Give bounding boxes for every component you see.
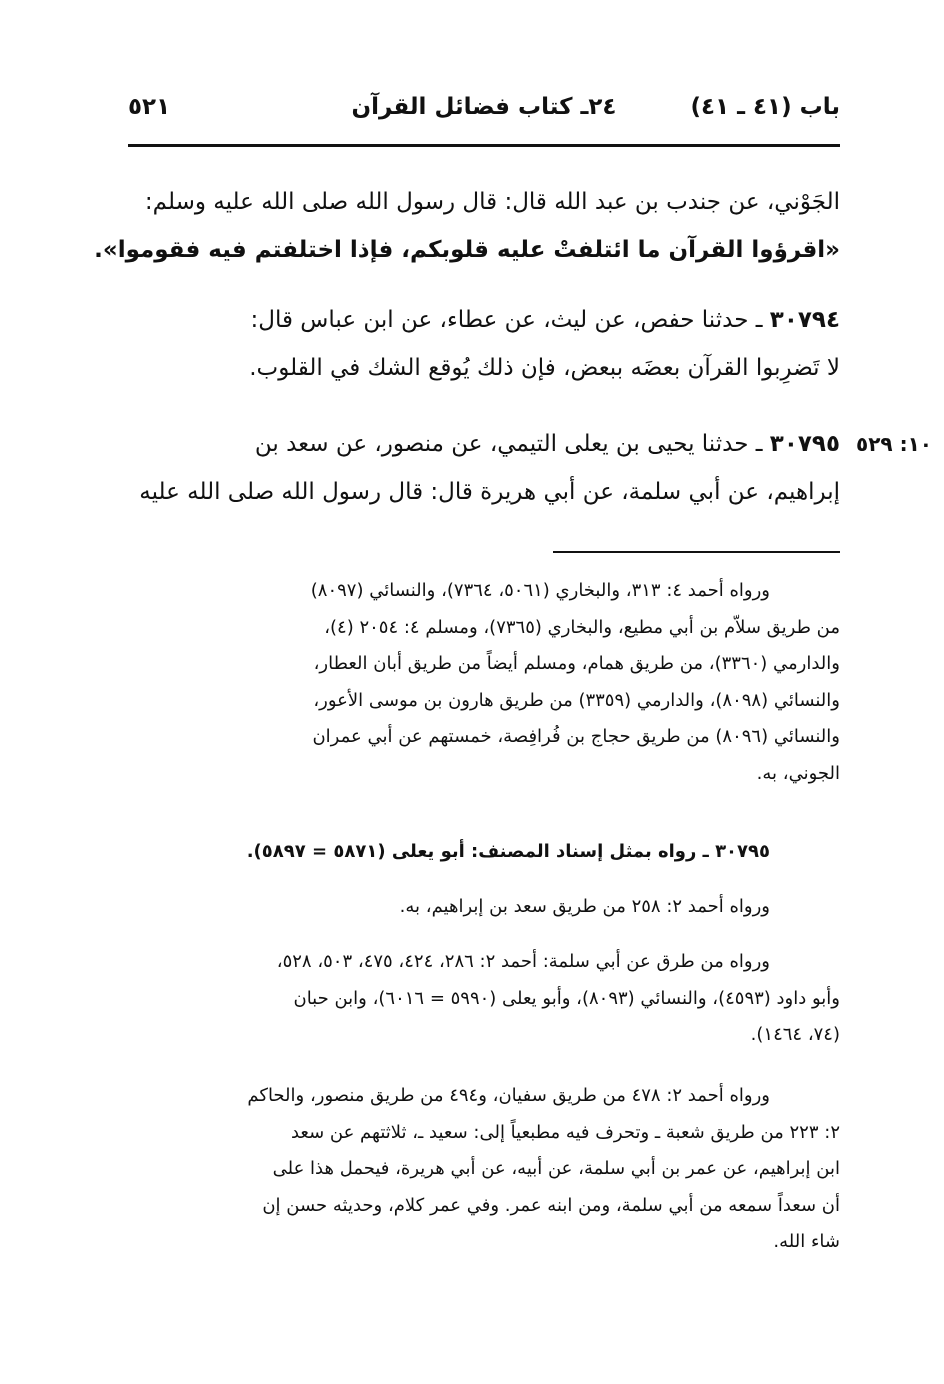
hadith-30794	[128, 296, 840, 392]
footnote-line: أن سعداً سمعه من أبي سلمة، ومن ابنه عمر. وفي عمر كلام، وحديثه حسن إن	[262, 1194, 840, 1216]
footnote-line: ابن إبراهيم، عن عمر بن أبي سلمة، عن أبيه، عن أبي هريرة، فيحمل هذا على	[272, 1158, 840, 1179]
footnote-line: ورواه من طرق عن أبي سلمة: أحمد ٢: ٢٨٦، ٤٢٤، ٤٧٥، ٥٠٣، ٥٢٨،	[276, 951, 770, 972]
footnote-1	[128, 573, 840, 792]
text-line: إبراهيم، عن أبي سلمة، عن أبي هريرة قال: قال رسول الله صلى الله عليه	[139, 479, 840, 505]
footnote-line: ورواه أحمد ٢: ٢٥٨ من طريق سعد بن إبراهيم، به.	[399, 896, 770, 917]
margin-reference: ١٠: ٥٢٩	[856, 432, 933, 456]
page-number: ٥٢١	[128, 94, 171, 120]
text-line: الجَوْني، عن جندب بن عبد الله قال: قال رسول الله صلى الله عليه وسلم:	[144, 189, 840, 215]
chapter-label: باب (٤١ ـ ٤١)	[690, 94, 840, 120]
page-header	[128, 94, 840, 130]
footnote-line: ٢: ٢٢٣ من طريق شعبة ـ وتحرف فيه مطبعياً إلى: سعيد ـ، ثلاثتهم عن سعد	[290, 1121, 840, 1143]
footnote-line: والنسائي (٨٠٩٨)، والدارمي (٣٣٥٩) من طريق هارون بن موسى الأعور،	[313, 689, 840, 711]
hadith-quote: «اقرؤوا القرآن ما ائتلفتْ عليه قلوبكم، فإذا اختلفتم فيه فقوموا».	[94, 237, 840, 263]
header-divider	[128, 144, 840, 147]
footnote-5	[128, 1078, 840, 1261]
isnad-text: ـ حدثنا يحيى بن يعلى التيمي، عن منصور، عن سعد بن	[254, 431, 770, 457]
text-line	[128, 420, 840, 468]
footnote-line: ٣٠٧٩٥ ـ رواه بمثل إسناد المصنف: أبو يعلى (٥٨٧١ = ٥٨٩٧).	[246, 841, 770, 862]
footnote-line: الجوني، به.	[756, 762, 840, 784]
footnote-line: من طريق سلاّم بن أبي مطيع، والبخاري (٧٣٦٥)، ومسلم ٤: ٢٠٥٤ (٤)،	[324, 616, 840, 638]
footnote-line: (٧٤، ١٤٦٤).	[750, 1024, 840, 1045]
footnote-3	[128, 889, 840, 926]
hadith-paragraph-1	[94, 178, 840, 274]
isnad-text: ـ حدثنا حفص، عن ليث، عن عطاء، عن ابن عباس قال:	[250, 307, 770, 333]
hadith-number: ٣٠٧٩٥	[769, 431, 840, 457]
book-title: ٢٤ـ كتاب فضائل القرآن	[351, 94, 617, 120]
footnote-2	[128, 834, 840, 871]
footnote-line: ورواه أحمد ٢: ٤٧٨ من طريق سفيان، و٤٩٤ من طريق منصور، والحاكم	[247, 1085, 770, 1106]
hadith-30795	[128, 420, 840, 516]
text-line	[128, 296, 840, 344]
footnote-line: والدارمي (٣٣٦٠)، من طريق همام، ومسلم أيضاً من طريق أبان العطار،	[313, 653, 840, 674]
footnote-line: ورواه أحمد ٤: ٣١٣، والبخاري (٥٠٦١، ٧٣٦٤)، والنسائي (٨٠٩٧)	[310, 580, 770, 601]
footnote-4	[128, 944, 840, 1054]
text-line: لا تَضرِبوا القرآن بعضَه ببعض، فإن ذلك يُوقع الشك في القلوب.	[249, 355, 840, 381]
footnote-line: شاء الله.	[773, 1231, 840, 1252]
footnote-divider	[553, 551, 840, 553]
footnote-line: والنسائي (٨٠٩٦) من طريق حجاج بن فُرافِصة، خمستهم عن أبي عمران	[312, 726, 840, 747]
hadith-number: ٣٠٧٩٤	[769, 307, 840, 333]
footnote-line: وأبو داود (٤٥٩٣)، والنسائي (٨٠٩٣)، وأبو يعلى (٥٩٩٠ = ٦٠١٦)، وابن حبان	[293, 987, 840, 1009]
